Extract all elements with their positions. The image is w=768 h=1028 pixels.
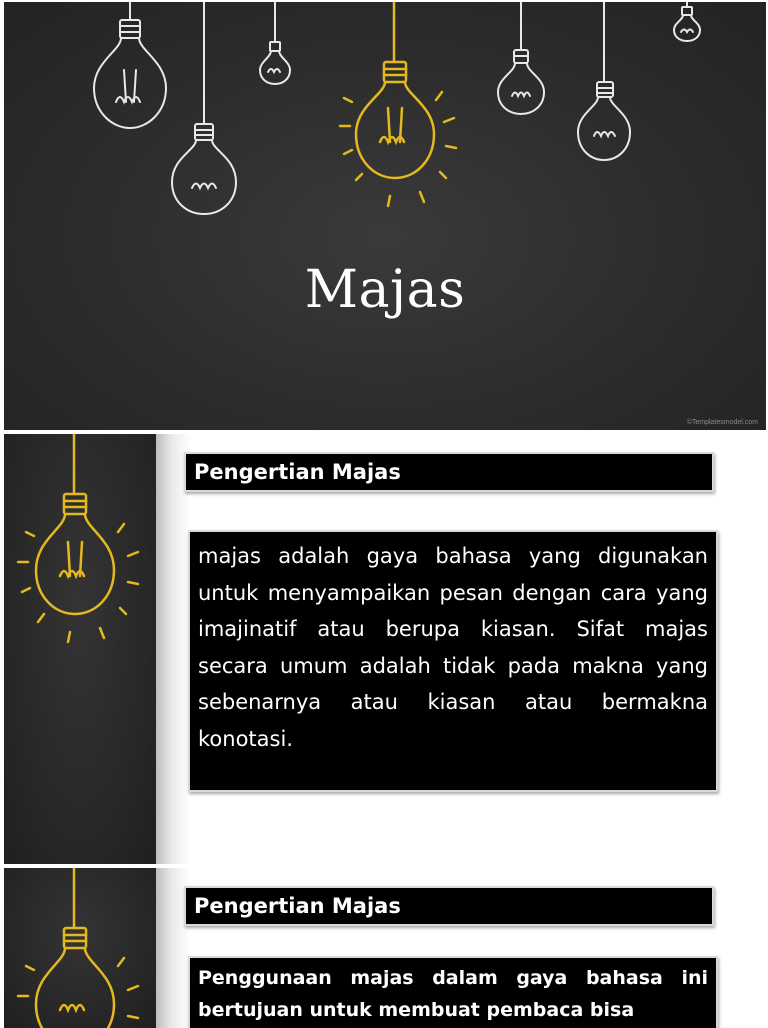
hanging-bulbs-illustration xyxy=(4,2,766,430)
content-slide xyxy=(4,868,766,1028)
side-panel xyxy=(4,868,156,1028)
content-slide xyxy=(4,434,766,864)
lit-lightbulb-icon xyxy=(4,868,156,1028)
lightbulb-icon xyxy=(172,2,236,214)
side-panel xyxy=(4,434,156,864)
watermark-text: ©Templatesmodel.com xyxy=(686,419,758,426)
panel-shadow xyxy=(156,434,190,864)
lit-lightbulb-icon xyxy=(4,434,156,864)
section-heading: Pengertian Majas xyxy=(184,886,714,926)
lightbulb-icon xyxy=(498,2,544,114)
title-slide xyxy=(4,2,766,430)
lightbulb-icon xyxy=(260,2,290,84)
body-text: Penggunaan majas dalam gaya bahasa ini bertujuan untuk membuat pembaca bisa xyxy=(188,956,718,1028)
lightbulb-icon xyxy=(674,2,700,41)
lightbulb-icon xyxy=(94,2,166,128)
lightbulb-icon xyxy=(578,2,630,160)
lit-lightbulb-icon xyxy=(340,2,456,206)
section-heading: Pengertian Majas xyxy=(184,452,714,492)
slide-title: Majas xyxy=(304,260,466,320)
body-text: majas adalah gaya bahasa yang digunakan untuk menyampaikan pesan dengan cara yang imajinatif atau berupa kiasan. Sifat majas secara umum adalah tidak pada makna yang sebenarnya atau kiasan atau bermakna konotasi. xyxy=(188,530,718,792)
